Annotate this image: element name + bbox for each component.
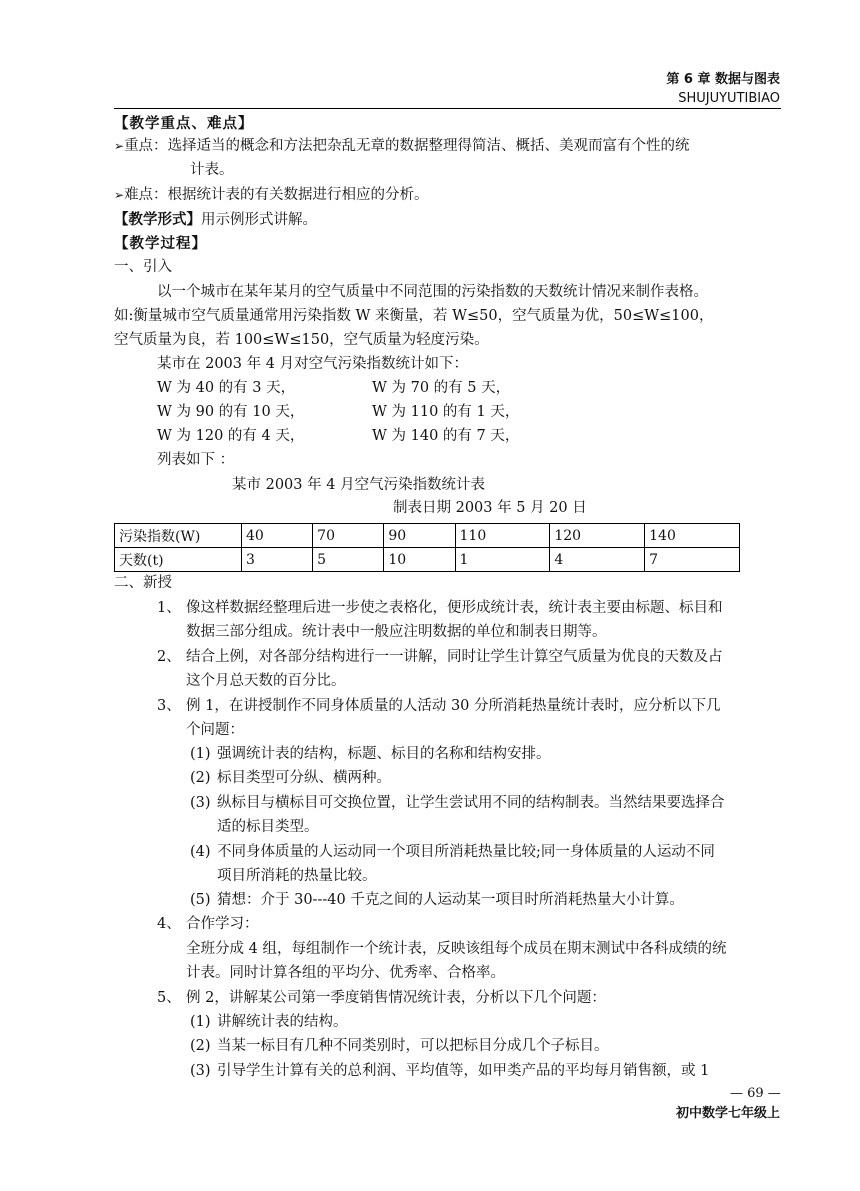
- item-text: 结合上例，对各部分结构进行一一讲解，同时让学生计算空气质量为优良的天数及占: [186, 649, 723, 665]
- sub-text: 当某一标目有几种不同类别时，可以把标目分成几个子标目。: [217, 1038, 609, 1054]
- data-line: W 为 90 的有 10 天，: [157, 404, 305, 420]
- table-cell: 10: [384, 548, 455, 572]
- sub-number: (1): [190, 1014, 211, 1030]
- intro-heading: 一、引入: [114, 259, 172, 275]
- focus-label: 重点：: [124, 138, 168, 154]
- item-number: 1、: [157, 600, 181, 616]
- table-row: [115, 548, 740, 572]
- sub-number: (3): [190, 1063, 211, 1079]
- form-text: 用示例形式讲解。: [201, 212, 317, 228]
- item-text: 个问题：: [186, 722, 244, 738]
- data-line: W 为 110 的有 1 天，: [372, 404, 520, 420]
- table-row-header: 污染指数(W): [115, 524, 242, 548]
- sub-text: 纵标目与横标目可交换位置，让学生尝试用不同的结构制表。当然结果要选择合: [217, 795, 725, 811]
- data-line: W 为 140 的有 7 天，: [372, 428, 520, 444]
- item-text: 例 1，在讲授制作不同身体质量的人活动 30 分所消耗热量统计表时，应分析以下几: [186, 698, 721, 714]
- table-row-header: 天数(t): [115, 548, 242, 572]
- table-cell: 110: [455, 524, 550, 548]
- list-as: 列表如下 ：: [157, 452, 235, 468]
- chapter-subtitle: SHUJUYUTIBIAO: [678, 91, 780, 106]
- sub-text: 不同身体质量的人运动同一个项目所消耗热量比较;同一身体质量的人运动不同: [217, 844, 715, 860]
- data-line: W 为 120 的有 4 天，: [157, 428, 305, 444]
- sub-text: 强调统计表的结构，标题、标目的名称和结构安排。: [217, 746, 551, 762]
- difficulty-text: 根据统计表的有关数据进行相应的分析。: [167, 187, 429, 203]
- item-number: 4、: [157, 916, 181, 932]
- table-row: [115, 524, 740, 548]
- table-cell: 90: [384, 524, 455, 548]
- pollution-table: [114, 523, 740, 572]
- table-title: 某市 2003 年 4 月空气污染指数统计表: [232, 477, 486, 493]
- chapter-header: 第 6 章 数据与图表: [666, 72, 780, 87]
- sub-number: (3): [190, 795, 211, 811]
- page-number: — 69 —: [730, 1086, 781, 1101]
- sub-number: (4): [190, 844, 211, 860]
- key-points-title: 【教学重点、难点】: [114, 115, 254, 132]
- item-number: 2、: [157, 649, 181, 665]
- item-text: 合作学习：: [186, 916, 259, 932]
- data-line: W 为 70 的有 5 天，: [372, 380, 511, 396]
- table-cell: 140: [645, 524, 740, 548]
- focus-line: [114, 138, 690, 155]
- header-rule: [114, 108, 781, 109]
- table-cell: 7: [645, 548, 740, 572]
- intro-paragraph: 空气质量为良，若 100≤W≤150，空气质量为轻度污染。: [114, 332, 489, 348]
- arrow-bullet-icon: ➢: [114, 139, 125, 153]
- item-number: 5、: [157, 990, 181, 1006]
- item-text: 像这样数据经整理后进一步使之表格化，便形成统计表，统计表主要由标题、标目和: [186, 600, 723, 616]
- item-text: 这个月总天数的百分比。: [186, 673, 346, 689]
- sub-text: 项目所消耗的热量比较。: [217, 868, 377, 884]
- sub-number: (2): [190, 1038, 211, 1054]
- process-title: 【教学过程】: [114, 235, 207, 252]
- intro-paragraph: 某市在 2003 年 4 月对空气污染指数统计如下：: [157, 356, 469, 372]
- table-cell: 120: [550, 524, 645, 548]
- sub-text: 引导学生计算有关的总利润、平均值等，如甲类产品的平均每月销售额，或 1: [217, 1063, 710, 1079]
- focus-text-cont: 计表。: [190, 162, 234, 178]
- arrow-bullet-icon: ➢: [114, 188, 125, 202]
- sub-text: 标目类型可分纵、横两种。: [217, 770, 391, 786]
- sub-text: 讲解统计表的结构。: [217, 1014, 348, 1030]
- item-text: 全班分成 4 组，每组制作一个统计表，反映该组每个成员在期末测试中各科成绩的统: [186, 941, 727, 957]
- sub-text: 猜想：介于 30---40 千克之间的人运动某一项目时所消耗热量大小计算。: [217, 892, 684, 908]
- table-cell: 40: [242, 524, 313, 548]
- table-cell: 1: [455, 548, 550, 572]
- sub-number: (1): [190, 746, 211, 762]
- form-title: 【教学形式】: [114, 211, 201, 228]
- item-number: 3、: [157, 698, 181, 714]
- focus-text: 选择适当的概念和方法把杂乱无章的数据整理得简洁、概括、美观而富有个性的统: [167, 138, 690, 154]
- sub-number: (5): [190, 892, 211, 908]
- teaching-form: [114, 211, 317, 229]
- item-text: 例 2，讲解某公司第一季度销售情况统计表，分析以下几个问题：: [186, 990, 606, 1006]
- sub-text: 适的标目类型。: [217, 819, 319, 835]
- table-cell: 3: [242, 548, 313, 572]
- intro-paragraph: 以一个城市在某年某月的空气质量中不同范围的污染指数的天数统计情况来制作表格。: [157, 284, 708, 300]
- table-cell: 70: [313, 524, 384, 548]
- table-cell: 5: [313, 548, 384, 572]
- item-text: 数据三部分组成。统计表中一般应注明数据的单位和制表日期等。: [186, 624, 607, 640]
- item-text: 计表。同时计算各组的平均分、优秀率、合格率。: [186, 965, 505, 981]
- difficulty-line: [114, 187, 429, 204]
- table-cell: 4: [550, 548, 645, 572]
- sub-number: (2): [190, 770, 211, 786]
- intro-paragraph: 如:衡量城市空气质量通常用污染指数 W 来衡量，若 W≤50，空气质量为优，50≤W≤100，: [114, 308, 714, 324]
- new-heading: 二、新授: [114, 575, 172, 591]
- table-date: 制表日期 2003 年 5 月 20 日: [393, 500, 587, 516]
- data-line: W 为 40 的有 3 天，: [157, 380, 296, 396]
- book-title: 初中数学七年级上: [675, 1106, 780, 1121]
- difficulty-label: 难点：: [124, 187, 168, 203]
